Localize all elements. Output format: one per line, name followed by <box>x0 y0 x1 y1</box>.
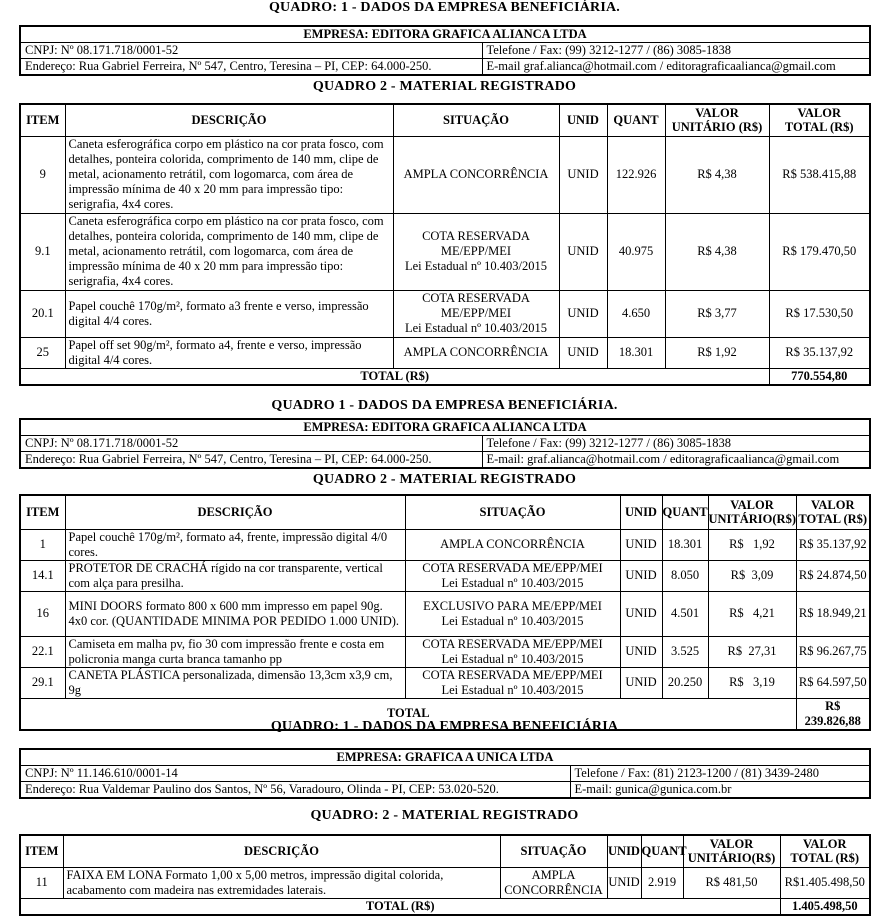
situacao-line: COTA RESERVADA ME/EPP/MEI <box>422 667 603 682</box>
cell-unid: UNID <box>620 529 662 560</box>
header-line: VALOR <box>730 498 774 513</box>
col-header-unid: UNID <box>559 104 607 136</box>
col-header-situacao: SITUAÇÃO <box>405 495 620 529</box>
col-header-valor-unitario <box>683 835 780 867</box>
cell-item: 14.1 <box>20 560 65 591</box>
company-address: Endereço: Rua Gabriel Ferreira, Nº 547, Centro, Teresina – PI, CEP: 64.000-250. <box>20 59 482 76</box>
situacao-line: EXCLUSIVO PARA ME/EPP/MEI <box>423 598 602 613</box>
section3-quadro2-title: QUADRO: 2 - MATERIAL REGISTRADO <box>310 808 579 823</box>
col-header-quant: QUANT <box>607 104 665 136</box>
cell-valor-unitario: R$ 3,77 <box>665 290 769 337</box>
table-row <box>20 290 870 337</box>
cell-unid: UNID <box>620 636 662 667</box>
total-value: 1.405.498,50 <box>780 898 870 915</box>
section1-company-info-table <box>19 25 871 76</box>
cell-valor-total: R$ 24.874,50 <box>796 560 870 591</box>
cell-situacao <box>405 591 620 636</box>
col-header-quant: QUANT <box>641 835 683 867</box>
cell-unid: UNID <box>620 560 662 591</box>
company-email: E-mail: gunica@gunica.com.br <box>570 782 870 799</box>
cell-descricao: Camiseta em malha pv, fio 30 com impressão frente e costa em policronia manga curta branca tamanho pp <box>65 636 405 667</box>
cell-valor-total: R$ 96.267,75 <box>796 636 870 667</box>
cell-descricao: Papel off set 90g/m², formato a4, frente e verso, impressão digital 4/4 cores. <box>65 337 393 368</box>
col-header-descricao: DESCRIÇÃO <box>65 495 405 529</box>
cell-situacao <box>393 290 559 337</box>
cell-descricao: MINI DOORS formato 800 x 600 mm impresso em papel 90g. 4x0 cor. (QUANTIDADE MINIMA POR PEDIDO 1.000 UNID). <box>65 591 405 636</box>
col-header-valor-unitario <box>708 495 796 529</box>
total-value: R$ 239.826,88 <box>796 698 870 730</box>
cell-quant: 2.919 <box>641 867 683 898</box>
table-row <box>20 136 870 213</box>
table-row <box>20 867 870 898</box>
company-address: Endereço: Rua Valdemar Paulino dos Santos, Nº 56, Varadouro, Olinda - PI, CEP: 53.020-520. <box>20 782 570 799</box>
cell-unid: UNID <box>559 290 607 337</box>
header-line: TOTAL (R$) <box>798 512 868 527</box>
total-label: TOTAL (R$) <box>20 898 780 915</box>
cell-valor-total: R$ 18.949,21 <box>796 591 870 636</box>
cell-descricao: Papel couchê 170g/m², formato a3 frente e verso, impressão digital 4/4 cores. <box>65 290 393 337</box>
cell-valor-unitario: R$ 4,21 <box>708 591 796 636</box>
col-header-item: ITEM <box>20 835 63 867</box>
cell-valor-unitario: R$ 3,09 <box>708 560 796 591</box>
company-email: E-mail: graf.alianca@hotmail.com / editoragraficaalianca@gmail.com <box>482 452 870 469</box>
cell-item: 16 <box>20 591 65 636</box>
section3-company-info-table <box>19 748 871 799</box>
section2-material-table <box>19 494 871 731</box>
situacao-line: AMPLA <box>531 867 576 882</box>
cell-quant: 122.926 <box>607 136 665 213</box>
cell-quant: 3.525 <box>662 636 708 667</box>
situacao-line: COTA RESERVADA <box>422 291 530 305</box>
cell-descricao: Caneta esferográfica corpo em plástico na cor prata fosco, com detalhes, ponteira colorida, comprimento de 140 mm, clipe de metal, acionamento retrátil, com logomarca, com área de impressão mínima de 40 x 20 mm para impressão tipo: serigrafia, 4x4 cores. <box>65 136 393 213</box>
table-row <box>20 667 870 698</box>
section3-material-table <box>19 834 871 916</box>
cell-quant: 4.501 <box>662 591 708 636</box>
cell-quant: 20.250 <box>662 667 708 698</box>
company-phone: Telefone / Fax: (99) 3212-1277 / (86) 3085-1838 <box>482 43 870 59</box>
cell-item: 9.1 <box>20 213 65 290</box>
company-cnpj: CNPJ: Nº 11.146.610/0001-14 <box>20 766 570 782</box>
cell-valor-total: R$ 17.530,50 <box>769 290 870 337</box>
situacao-line: Lei Estadual nº 10.403/2015 <box>441 651 584 666</box>
cell-situacao <box>393 213 559 290</box>
cell-descricao: PROTETOR DE CRACHÁ rígido na cor transparente, vertical com alça para presilha. <box>65 560 405 591</box>
cell-valor-total: R$ 35.137,92 <box>796 529 870 560</box>
col-header-descricao: DESCRIÇÃO <box>63 835 500 867</box>
cell-situacao <box>500 867 607 898</box>
header-line: TOTAL (R$) <box>790 851 860 866</box>
col-header-unid: UNID <box>607 835 641 867</box>
col-header-valor-total <box>780 835 870 867</box>
table-row <box>20 529 870 560</box>
cell-valor-unitario: R$ 481,50 <box>683 867 780 898</box>
total-label: TOTAL <box>20 698 796 730</box>
section1-quadro1-title: QUADRO: 1 - DADOS DA EMPRESA BENEFICIÁRIA. <box>268 0 621 15</box>
header-line: UNITÁRIO(R$) <box>687 851 776 866</box>
cell-unid: UNID <box>620 667 662 698</box>
table-row <box>20 636 870 667</box>
section1-material-table <box>19 103 871 386</box>
header-line: VALOR <box>709 837 754 852</box>
section2-company-info-table <box>19 418 871 469</box>
cell-valor-unitario: R$ 4,38 <box>665 213 769 290</box>
cell-item: 29.1 <box>20 667 65 698</box>
cell-situacao: AMPLA CONCORRÊNCIA <box>393 136 559 213</box>
company-cnpj: CNPJ: Nº 08.171.718/0001-52 <box>20 43 482 59</box>
table-header-row <box>20 835 870 867</box>
company-name: EMPRESA: GRAFICA A UNICA LTDA <box>20 749 870 766</box>
cell-descricao: Caneta esferográfica corpo em plástico na cor prata fosco, com detalhes, ponteira colorida, comprimento de 140 mm, clipe de metal, acionamento retrátil, com logomarca, com área de impressão mínima de 40 x 20 mm para impressão tipo: serigrafia, 4x4 cores. <box>65 213 393 290</box>
company-name: EMPRESA: EDITORA GRAFICA ALIANCA LTDA <box>20 26 870 43</box>
situacao-line: ME/EPP/MEI <box>440 306 512 320</box>
company-name: EMPRESA: EDITORA GRAFICA ALIANCA LTDA <box>20 419 870 436</box>
cell-quant: 40.975 <box>607 213 665 290</box>
col-header-quant: QUANT <box>662 495 708 529</box>
situacao-line: Lei Estadual nº 10.403/2015 <box>404 259 548 273</box>
cell-quant: 8.050 <box>662 560 708 591</box>
cell-unid: UNID <box>559 136 607 213</box>
cell-item: 25 <box>20 337 65 368</box>
cell-valor-unitario: R$ 1,92 <box>708 529 796 560</box>
table-row <box>20 213 870 290</box>
header-line: UNITÁRIO(R$) <box>708 512 796 527</box>
cell-valor-total: R$ 179.470,50 <box>769 213 870 290</box>
table-header-row <box>20 495 870 529</box>
header-line: VALOR <box>810 498 855 513</box>
col-header-unid: UNID <box>620 495 662 529</box>
cell-valor-unitario: R$ 4,38 <box>665 136 769 213</box>
company-phone: Telefone / Fax: (81) 2123-1200 / (81) 3439-2480 <box>570 766 870 782</box>
total-value: 770.554,80 <box>769 368 870 385</box>
company-email: E-mail graf.alianca@hotmail.com / editoragraficaalianca@gmail.com <box>482 59 870 76</box>
situacao-line: COTA RESERVADA ME/EPP/MEI <box>422 636 603 651</box>
cell-item: 11 <box>20 867 63 898</box>
section2-quadro1-title: QUADRO 1 - DADOS DA EMPRESA BENEFICIÁRIA. <box>271 398 618 413</box>
cell-item: 22.1 <box>20 636 65 667</box>
col-header-situacao: SITUAÇÃO <box>393 104 559 136</box>
cell-situacao <box>405 636 620 667</box>
situacao-line: ME/EPP/MEI <box>440 244 512 258</box>
section2-quadro2-title: QUADRO 2 - MATERIAL REGISTRADO <box>312 472 577 487</box>
cell-valor-total: R$ 35.137,92 <box>769 337 870 368</box>
col-header-item: ITEM <box>20 104 65 136</box>
cell-quant: 4.650 <box>607 290 665 337</box>
situacao-line: COTA RESERVADA <box>422 229 530 243</box>
cell-descricao: FAIXA EM LONA Formato 1,00 x 5,00 metros, impressão digital colorida, acabamento com madeira nas extremidades laterais. <box>63 867 500 898</box>
total-row <box>20 368 870 385</box>
section1-quadro2-title: QUADRO 2 - MATERIAL REGISTRADO <box>312 79 577 94</box>
header-line: VALOR <box>797 106 842 121</box>
col-header-valor-unitario <box>665 104 769 136</box>
situacao-line: COTA RESERVADA ME/EPP/MEI <box>422 560 603 575</box>
cell-valor-unitario: R$ 3,19 <box>708 667 796 698</box>
header-line: UNITÁRIO (R$) <box>671 120 763 135</box>
company-cnpj: CNPJ: Nº 08.171.718/0001-52 <box>20 436 482 452</box>
company-address: Endereço: Rua Gabriel Ferreira, Nº 547, Centro, Teresina – PI, CEP: 64.000-250. <box>20 452 482 469</box>
cell-situacao <box>405 560 620 591</box>
cell-situacao: AMPLA CONCORRÊNCIA <box>405 529 620 560</box>
col-header-valor-total <box>769 104 870 136</box>
cell-quant: 18.301 <box>607 337 665 368</box>
table-row <box>20 337 870 368</box>
situacao-line: Lei Estadual nº 10.403/2015 <box>441 613 584 628</box>
col-header-item: ITEM <box>20 495 65 529</box>
situacao-line: Lei Estadual nº 10.403/2015 <box>441 575 584 590</box>
header-line: VALOR <box>695 106 739 121</box>
cell-unid: UNID <box>559 213 607 290</box>
col-header-valor-total <box>796 495 870 529</box>
cell-valor-total: R$ 64.597,50 <box>796 667 870 698</box>
header-line: VALOR <box>802 837 847 852</box>
table-row <box>20 591 870 636</box>
cell-situacao: AMPLA CONCORRÊNCIA <box>393 337 559 368</box>
cell-item: 20.1 <box>20 290 65 337</box>
section3-quadro1-title: QUADRO: 1 - DADOS DA EMPRESA BENEFICIÁRIA <box>270 719 619 734</box>
cell-item: 1 <box>20 529 65 560</box>
col-header-situacao: SITUAÇÃO <box>500 835 607 867</box>
cell-situacao <box>405 667 620 698</box>
table-row <box>20 560 870 591</box>
total-label: TOTAL (R$) <box>20 368 769 385</box>
cell-quant: 18.301 <box>662 529 708 560</box>
header-line: TOTAL (R$) <box>784 120 854 135</box>
total-row <box>20 898 870 915</box>
cell-unid: UNID <box>620 591 662 636</box>
cell-unid: UNID <box>559 337 607 368</box>
cell-valor-unitario: R$ 27,31 <box>708 636 796 667</box>
cell-valor-unitario: R$ 1,92 <box>665 337 769 368</box>
situacao-line: CONCORRÊNCIA <box>504 882 603 897</box>
cell-valor-total: R$ 538.415,88 <box>769 136 870 213</box>
col-header-descricao: DESCRIÇÃO <box>65 104 393 136</box>
cell-descricao: CANETA PLÁSTICA personalizada, dimensão 13,3cm x3,9 cm, 9g <box>65 667 405 698</box>
table-header-row <box>20 104 870 136</box>
situacao-line: Lei Estadual nº 10.403/2015 <box>404 321 548 335</box>
cell-item: 9 <box>20 136 65 213</box>
cell-descricao: Papel couchê 170g/m², formato a4, frente, impressão digital 4/0 cores. <box>65 529 405 560</box>
situacao-line: Lei Estadual nº 10.403/2015 <box>441 682 584 697</box>
cell-valor-total: R$1.405.498,50 <box>780 867 870 898</box>
cell-unid: UNID <box>607 867 641 898</box>
company-phone: Telefone / Fax: (99) 3212-1277 / (86) 3085-1838 <box>482 436 870 452</box>
